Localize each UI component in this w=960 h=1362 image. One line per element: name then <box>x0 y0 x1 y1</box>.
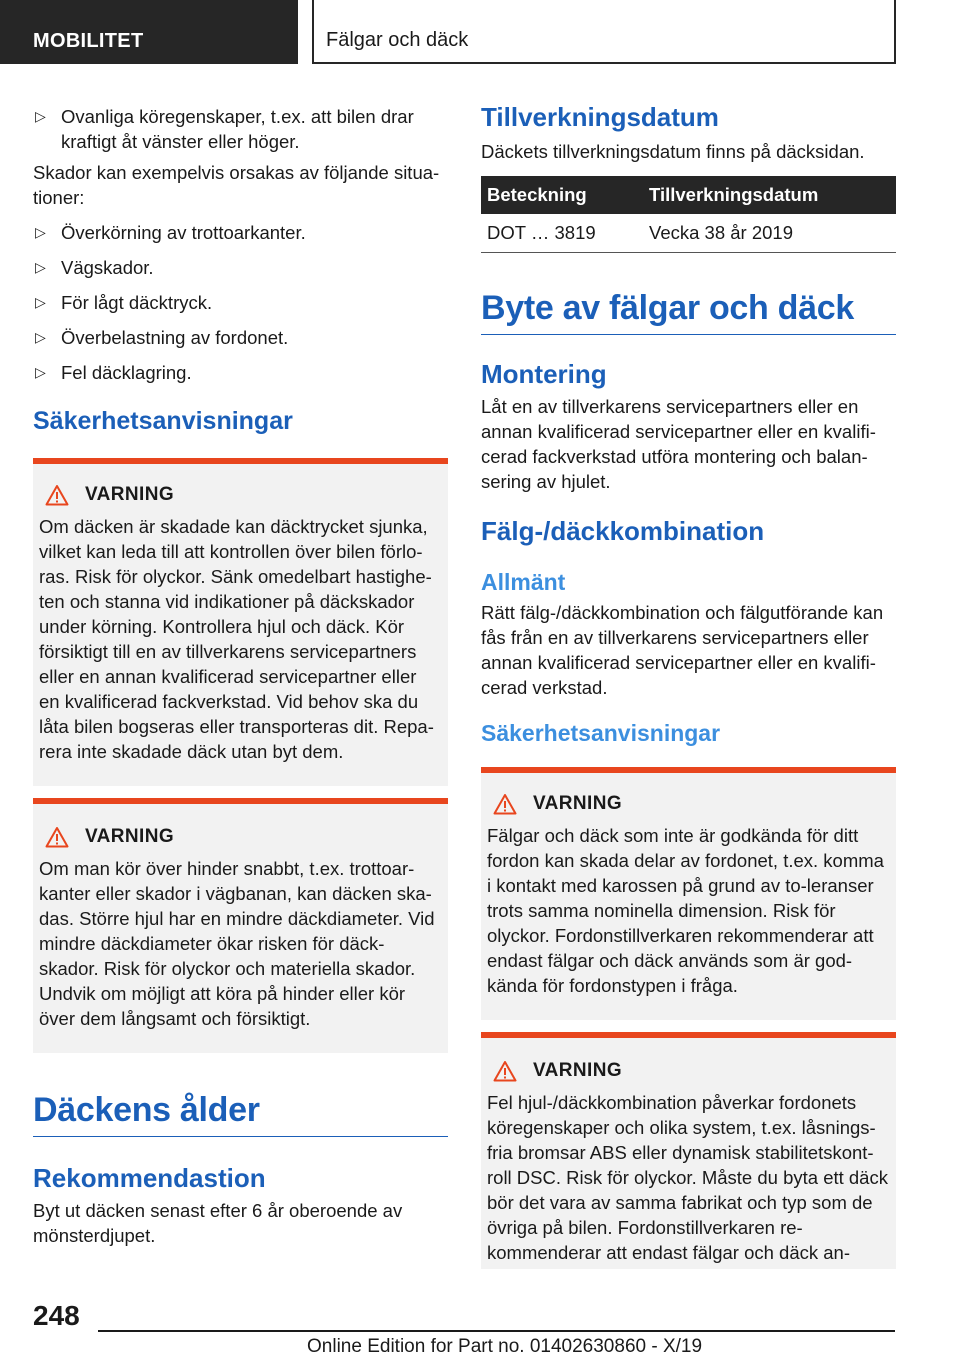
mfg-heading: Tillverkningsdatum <box>481 102 719 132</box>
general-heading: Allmänt <box>481 568 566 595</box>
header-section-tab: MOBILITET <box>0 0 298 64</box>
warning-triangle-icon <box>493 1060 517 1082</box>
list-item: ▷ Vägskador. <box>35 257 154 278</box>
left-column <box>33 104 448 1254</box>
warning-triangle-icon <box>45 826 69 848</box>
triangle-bullet-icon: ▷ <box>35 224 46 240</box>
intro-text: Skador kan exempelvis orsakas av följande situa-tioner: <box>33 162 440 208</box>
table-header: Tillverkningsdatum <box>643 176 896 214</box>
warning-box <box>481 1032 896 1269</box>
warning-box <box>481 767 896 1020</box>
warning-text: Om man kör över hinder snabbt, t.ex. trottoar-kanter eller skador i vägbanan, kan däcken ska-das. Större hjul har en mindre däckdiameter. Vid mindre däckdiameter ökar risken för däck-skador. Risk för olyckor och materiella skador. Undvik om möjligt att köra på hinder eller kör över dem långsamt och försiktigt. <box>39 858 435 1029</box>
list-item: ▷ För lågt däcktryck. <box>35 292 213 313</box>
table-header: Beteckning <box>481 176 643 214</box>
footer-edition: Online Edition for Part no. 01402630860 - X/19 <box>307 1336 703 1357</box>
table-cell: Vecka 38 år 2019 <box>643 214 896 252</box>
list-item: ▷ Överbelastning av fordonet. <box>35 327 289 348</box>
triangle-bullet-icon: ▷ <box>35 259 46 275</box>
warning-text: Om däcken är skadade kan däcktrycket sjunka, vilket kan leda till att kontrollen över bilen förlo-ras. Risk för olyckor. Sänk omedelbart hastighe-ten och stanna vid indikationer på däckskador under körning. Kontrollera hjul och däck. Kör försiktigt till en av tillverkarens servicepartners eller en annan kvalificerad servicepartner eller en kvalificerad fackverkstad. Vid behov ska du låta bilen bogseras eller transporteras dit. Repa-rera inte skadade däck utan byt dem. <box>39 516 434 762</box>
warning-title: VARNING <box>533 1059 623 1081</box>
safety-heading: Säkerhetsanvisningar <box>33 407 293 435</box>
warning-text: Fälgar och däck som inte är godkända för ditt fordon kan skada delar av fordonet, t.ex. komma i kontakt med karossen på grund av to-leranser trots samma nominella dimension. Risk för olyckor. Fordonstillverkaren rekommenderar att endast fälgar och däck används som är god-kända för fordonstypen i fråga. <box>487 824 884 996</box>
warning-box <box>33 798 448 1053</box>
triangle-bullet-icon: ▷ <box>35 294 46 310</box>
triangle-bullet-icon: ▷ <box>35 364 46 380</box>
age-heading: Däckens ålder <box>33 1091 448 1137</box>
triangle-bullet-icon: ▷ <box>35 329 46 345</box>
warning-triangle-icon <box>45 484 69 506</box>
warning-text: Fel hjul-/däckkombination påverkar fordonets köregenskaper och olika system, t.ex. låsnings-fria bromsar ABS eller dynamisk stabilitetskont-roll DSC. Risk för olyckor. Måste du byta ett däck bör det vara av samma fabrikat och typ som de övriga på bilen. Fordonstillverkaren re-kommenderar att endast fälgar och däck an- <box>487 1091 888 1263</box>
page-number: 248 <box>33 1300 80 1331</box>
right-column <box>481 102 896 1269</box>
warning-box <box>33 458 448 786</box>
header-chapter-tab: Fälgar och däck <box>312 0 896 64</box>
triangle-bullet-icon: ▷ <box>35 108 46 124</box>
warning-title: VARNING <box>85 484 175 505</box>
table-cell: DOT … 3819 <box>481 214 643 252</box>
mount-text: Låt en av tillverkarens servicepartners eller en annan kvalificerad servicepartner eller en kvalifi-cerad fackverkstad utföra montering och balan-sering av hjulet. <box>481 395 876 492</box>
change-heading: Byte av fälgar och däck <box>481 289 896 335</box>
recommend-text: Byt ut däcken senast efter 6 år oberoende av mönsterdjupet. <box>33 1200 403 1246</box>
warning-triangle-icon <box>493 793 517 815</box>
list-item: ▷ Fel däcklagring. <box>35 362 192 383</box>
list-item: ▷ Överkörning av trottoarkanter. <box>35 222 306 243</box>
table-row <box>481 214 896 252</box>
footer-divider <box>98 1330 895 1332</box>
warning-title: VARNING <box>533 792 623 814</box>
general-text: Rätt fälg-/däckkombination och fälgutförande kan fås från en av tillverkarens servicepartners eller annan kvalificerad servicepartner eller en kvalifi-cerad verkstad. <box>481 601 884 698</box>
combo-heading: Fälg-/däckkombination <box>481 515 765 546</box>
recommend-heading: Rekommendastion <box>33 1163 266 1193</box>
mount-heading: Montering <box>481 358 607 389</box>
safety-heading: Säkerhetsanvisningar <box>481 719 721 746</box>
mfg-text: Däckets tillverkningsdatum finns på däcksidan. <box>481 141 865 162</box>
list-item: ▷ Ovanliga köregenskaper, t.ex. att bilen drar kraftigt åt vänster eller höger. <box>35 106 414 152</box>
warning-title: VARNING <box>85 826 175 847</box>
mfg-table <box>481 176 896 253</box>
